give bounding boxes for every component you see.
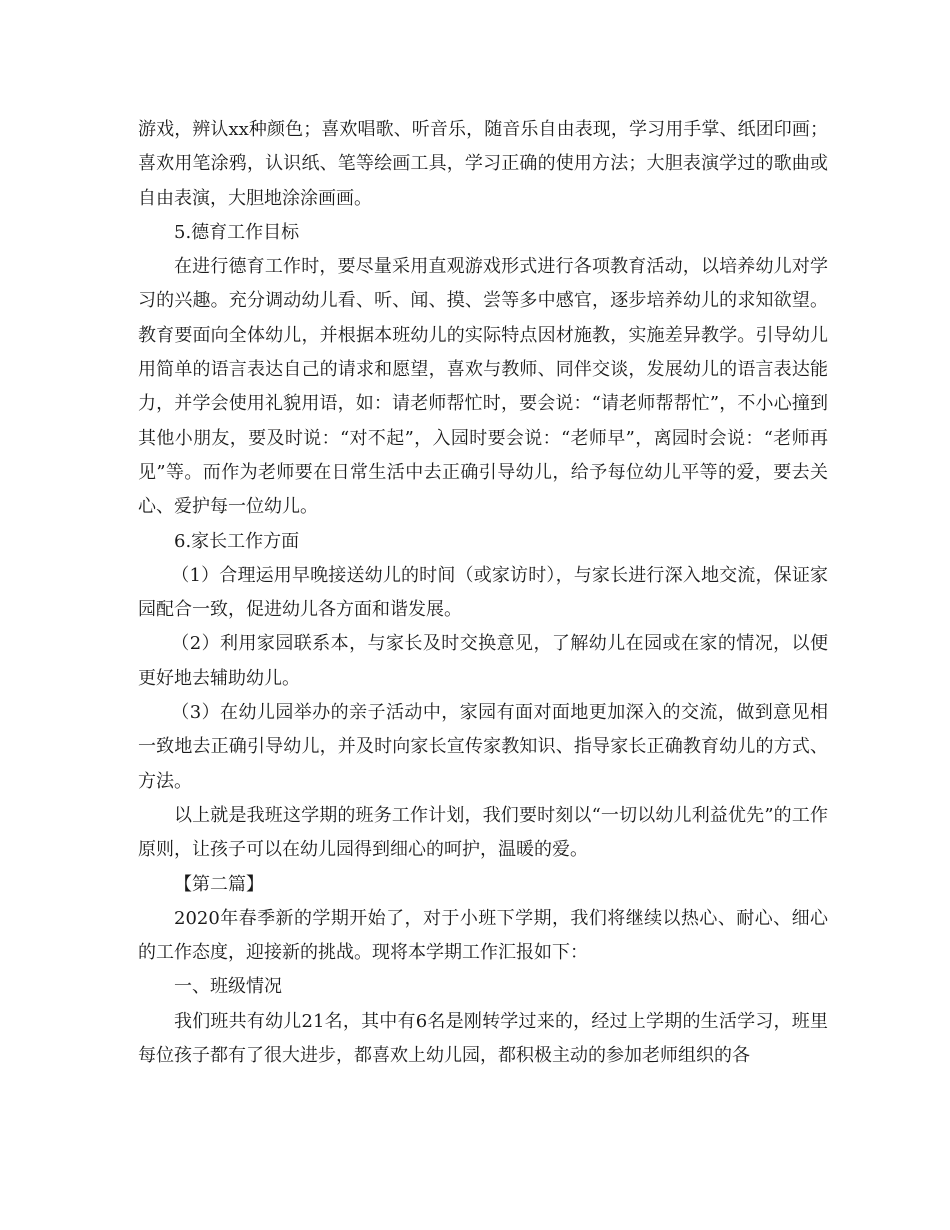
heading-moral-education-goals: 5.德育工作目标	[174, 221, 300, 243]
paragraph-moral-education: 在进行德育工作时，要尽量采用直观游戏形式进行各项教育活动，以培养幼儿对学习的兴趣。充分调动幼儿看、听、闻、摸、尝等多中感官，逐步培养幼儿的求知欲望。教育要面向全体幼儿，并根据本班幼儿的实际特点因材施教，实施差异教学。引导幼儿用简单的语言表达自己的请求和愿望，喜欢与教师、同伴交谈，发展幼儿的语言表达能力，并学会使用礼貌用语，如：请老师帮忙时，要会说：“请老师帮帮忙”，不小心撞到其他小朋友，要及时说：“对不起”，入园时要会说：“老师早”，离园时会说：“老师再见”等。而作为老师要在日常生活中去正确引导幼儿，给予每位幼儿平等的爱，要去关心、爱护每一位幼儿。	[138, 256, 828, 518]
heading-class-situation: 一、班级情况	[174, 976, 282, 998]
paragraph-parent-work-3: （3）在幼儿园举办的亲子活动中，家园有面对面地更加深入的交流，做到意见相一致地去正确引导幼儿，并及时向家长宣传家教知识、指导家长正确教育幼儿的方式、方法。	[138, 702, 828, 792]
paragraph-games-colors: 游戏，辨认xx种颜色；喜欢唱歌、听音乐，随音乐自由表现，学习用手掌、纸团印画；喜欢用笔涂鸦，认识纸、笔等绘画工具，学习正确的使用方法；大胆表演学过的歌曲或自由表演，大胆地涂涂画画。	[138, 119, 828, 209]
paragraph-parent-work-2: （2）利用家园联系本，与家长及时交换意见，了解幼儿在园或在家的情况，以便更好地去辅助幼儿。	[138, 633, 828, 689]
paragraph-new-semester: 2020年春季新的学期开始了，对于小班下学期，我们将继续以热心、耐心、细心的工作态度，迎接新的挑战。现将本学期工作汇报如下：	[138, 907, 828, 964]
document-body	[138, 113, 828, 1073]
section-title-second-part: 【第二篇】	[174, 873, 264, 895]
paragraph-parent-work-1: （1）合理运用早晚接送幼儿的时间（或家访时），与家长进行深入地交流，保证家园配合一致，促进幼儿各方面和谐发展。	[138, 564, 828, 621]
paragraph-class-situation: 我们班共有幼儿21名，其中有6名是刚转学过来的，经过上学期的生活学习，班里每位孩子都有了很大进步，都喜欢上幼儿园，都积极主动的参加老师组织的各	[138, 1010, 828, 1067]
heading-parent-work: 6.家长工作方面	[174, 530, 300, 552]
paragraph-summary: 以上就是我班这学期的班务工作计划，我们要时刻以“一切以幼儿利益优先”的工作原则，让孩子可以在幼儿园得到细心的呵护，温暖的爱。	[138, 804, 828, 861]
